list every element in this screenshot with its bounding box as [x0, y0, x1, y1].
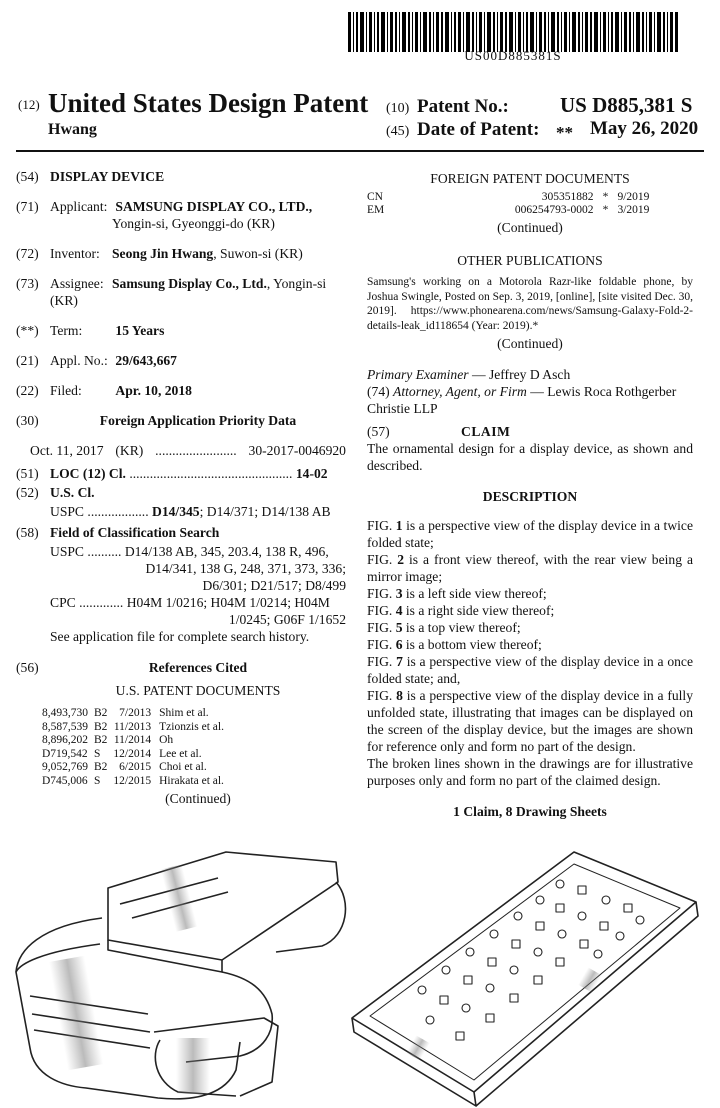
us-doc-date: 12/2015: [113, 774, 152, 787]
refs-code: (56): [16, 660, 39, 675]
field-uspc-dots: ..........: [87, 544, 122, 559]
date-value: May 26, 2020: [590, 118, 699, 139]
unfolded-device-drawing: [352, 852, 698, 1106]
priority-dots: ........................: [155, 443, 237, 458]
right-column: [367, 170, 693, 820]
uscl-rest: ; D14/371; D14/138 AB: [199, 504, 331, 519]
patent-no-value: US D885,381 S: [560, 93, 693, 117]
figure-number: 8: [396, 688, 403, 703]
biblio-column: [16, 168, 346, 819]
other-pub-text: Samsung's working on a Motorola Razr-like foldable phone, by Joshua Swingle, Posted on Sep. 3, 2019, [online], [site visited Dec. 30, 2019]. https://www.phonearena.com/news/Samsung-Galaxy-Fold-2-details-leak_id118654 (Year: 2019).*: [367, 276, 693, 332]
figure-description: [367, 585, 693, 602]
figure-text: is a top view thereof;: [402, 620, 521, 635]
us-doc-row: [42, 761, 230, 775]
figure-text: is a front view thereof, with the rear view being a mirror image;: [367, 552, 693, 584]
us-docs-heading: U.S. PATENT DOCUMENTS: [115, 683, 281, 698]
figure-number: 4: [395, 603, 403, 618]
foreign-doc-star: *: [602, 191, 609, 203]
assignee-code: (73): [16, 276, 39, 291]
inventor-surname: Hwang: [48, 121, 97, 138]
filed-value: Apr. 10, 2018: [115, 383, 192, 398]
filed-label: Filed:: [50, 383, 82, 398]
figure-prefix: FIG.: [367, 552, 398, 567]
other-pub-continued: (Continued): [497, 336, 563, 351]
us-doc-row: [42, 748, 230, 762]
priority-code: (30): [16, 413, 39, 428]
applicant-location: Yongin-si, Gyeonggi-do (KR): [112, 216, 275, 231]
assignee-name: Samsung Display Co., Ltd.: [112, 276, 267, 291]
uscl-field: [16, 484, 346, 501]
examiner-label: Primary Examiner: [367, 367, 469, 382]
foreign-doc-country: CN: [367, 191, 383, 203]
foreign-doc-country: EM: [367, 204, 385, 216]
design-drawings: [0, 800, 720, 1108]
us-doc-kind: S: [94, 774, 101, 787]
field-uspc-prefix: USPC: [50, 544, 85, 559]
header-divider: [16, 150, 704, 152]
us-doc-date: 12/2014: [113, 747, 152, 760]
term-label: Term:: [50, 323, 83, 338]
title-field: [16, 168, 346, 185]
field-cpc-dots: .............: [79, 595, 124, 610]
examiner-line: [367, 366, 693, 383]
assignee-label: Assignee:: [50, 276, 104, 291]
figure-description: [367, 687, 693, 755]
us-doc-row: [42, 707, 230, 721]
design-title: DISPLAY DEVICE: [50, 169, 165, 184]
foreign-doc-date: 9/2019: [617, 191, 650, 203]
figure-text: is a right side view thereof;: [402, 603, 555, 618]
filed-code: (22): [16, 383, 39, 398]
uscl-entry: [16, 503, 346, 520]
attorney-line: [367, 383, 693, 417]
inventor-location: , Suwon-si (KR): [213, 246, 303, 261]
code-10: (10): [386, 101, 410, 116]
inventor-name: Seong Jin Hwang: [112, 246, 214, 261]
loc-field: [16, 465, 346, 482]
code-45: (45): [386, 124, 410, 139]
date-stars: **: [556, 123, 573, 142]
us-doc-row: [42, 721, 230, 735]
foreign-heading: FOREIGN PATENT DOCUMENTS: [430, 171, 630, 186]
doc-type-title: United States Design Patent: [48, 88, 369, 118]
figure-text: is a bottom view thereof;: [402, 637, 542, 652]
term-field: [16, 322, 346, 339]
barcode: [348, 12, 678, 52]
us-doc-number: 8,587,539: [42, 720, 88, 733]
foreign-doc-number: 305351882: [541, 191, 594, 203]
field-cpc: [16, 594, 346, 628]
figure-text: is a perspective view of the display device in a fully unfolded state, illustrating that images can be displayed on the screen of the display device, but the images are shown for reference only and form no part of the design.: [367, 688, 694, 754]
appl-value: 29/643,667: [115, 353, 177, 368]
figure-description: [367, 602, 693, 619]
assignee-field: [16, 275, 346, 309]
attorney-label: Attorney, Agent, or Firm: [393, 384, 527, 399]
figure-prefix: FIG.: [367, 654, 397, 669]
loc-label: LOC (12) Cl.: [50, 466, 126, 481]
term-value: 15 Years: [115, 323, 165, 338]
examiner-name: — Jeffrey D Asch: [468, 367, 571, 382]
figure-number: 3: [395, 586, 403, 601]
date-label: Date of Patent:: [417, 119, 540, 140]
figure-descriptions: [367, 517, 693, 755]
attorney-name: — Lewis Roca Rothgerber Christie LLP: [367, 384, 677, 416]
figure-text: is a perspective view of the display device in a twice folded state;: [367, 518, 693, 550]
figure-description: [367, 636, 693, 653]
figure-description: [367, 653, 693, 687]
figure-description: [367, 551, 693, 585]
field-cpc-prefix: CPC: [50, 595, 76, 610]
inventor-label: Inventor:: [50, 246, 100, 261]
applicant-field: [16, 198, 346, 232]
figure-number: 6: [395, 637, 403, 652]
us-doc-kind: B2: [94, 720, 108, 733]
foreign-docs-table: [367, 191, 693, 217]
uscl-label: U.S. Cl.: [50, 485, 95, 500]
applicant-code: (71): [16, 199, 39, 214]
figure-text: is a perspective view of the display device in a once folded state; and,: [367, 654, 694, 686]
loc-dots: ................................................: [129, 466, 293, 481]
us-docs-table: [42, 707, 230, 788]
loc-value: 14-02: [295, 466, 328, 481]
us-doc-row: [42, 734, 230, 748]
description-heading: DESCRIPTION: [482, 489, 578, 504]
us-doc-name: Shim et al.: [159, 707, 209, 719]
field-label: Field of Classification Search: [50, 525, 220, 540]
foreign-continued: (Continued): [497, 220, 563, 235]
figure-prefix: FIG.: [367, 518, 396, 533]
field-uspc-line-2: D14/341, 138 G, 248, 371, 373, 336;: [145, 561, 346, 576]
us-doc-date: 11/2014: [113, 734, 152, 746]
refs-heading-row: [16, 659, 346, 676]
appl-code: (21): [16, 353, 39, 368]
figure-number: 7: [396, 654, 403, 669]
figure-prefix: FIG.: [367, 586, 396, 601]
priority-number: 30-2017-0046920: [248, 443, 346, 458]
us-doc-row: [42, 775, 230, 789]
foreign-doc-row: [367, 204, 693, 217]
field-uspc-line-1: D14/138 AB, 345, 203.4, 138 R, 496,: [124, 544, 329, 559]
twice-folded-device-drawing: [16, 852, 345, 1099]
assignee-location: , Yongin-si (KR): [50, 276, 327, 308]
field-note: See application file for complete search history.: [50, 629, 310, 644]
us-doc-name: Choi et al.: [159, 761, 207, 773]
us-doc-number: 8,896,202: [42, 734, 88, 746]
broken-lines-note: The broken lines shown in the drawings are for illustrative purposes only and form no part of the claimed design.: [367, 756, 693, 788]
us-doc-kind: B2: [94, 707, 108, 719]
field-uspc-line-3: D6/301; D21/517; D8/499: [202, 578, 346, 593]
us-doc-kind: B2: [94, 734, 108, 746]
applicant-name: SAMSUNG DISPLAY CO., LTD.,: [115, 199, 313, 214]
foreign-doc-date: 3/2019: [617, 204, 650, 216]
code-12: (12): [18, 97, 40, 112]
us-doc-name: Hirakata et al.: [159, 774, 224, 787]
foreign-doc-star: *: [602, 204, 609, 216]
figure-number: 1: [395, 518, 403, 533]
uscl-dots: ..................: [87, 504, 149, 519]
inventor-field: [16, 245, 346, 262]
uscl-prefix: USPC: [50, 504, 85, 519]
appl-field: [16, 352, 346, 369]
appl-label: Appl. No.:: [50, 353, 108, 368]
us-docs-continued: (Continued): [165, 791, 231, 806]
barcode-number: US00D885381S: [464, 48, 562, 63]
field-uspc: [16, 543, 346, 594]
uscl-code: (52): [16, 485, 39, 500]
claim-text: The ornamental design for a display device, as shown and described.: [367, 441, 693, 473]
figure-prefix: FIG.: [367, 620, 396, 635]
claims-count: 1 Claim, 8 Drawing Sheets: [453, 804, 607, 819]
term-code: (**): [16, 323, 39, 338]
figure-description: [367, 517, 693, 551]
field-cpc-line-2: 1/0245; G06F 1/1652: [228, 612, 346, 627]
us-doc-number: 9,052,769: [42, 761, 88, 773]
figure-number: 5: [395, 620, 403, 635]
inventor-code: (72): [16, 246, 39, 261]
figure-number: 2: [397, 552, 405, 567]
priority-heading: Foreign Application Priority Data: [99, 413, 297, 428]
claim-heading: CLAIM: [461, 424, 511, 439]
us-doc-date: 7/2013: [119, 707, 152, 719]
loc-code: (51): [16, 466, 39, 481]
figure-prefix: FIG.: [367, 603, 396, 618]
priority-country: (KR): [115, 443, 144, 458]
filed-field: [16, 382, 346, 399]
claim-heading-row: [367, 423, 693, 440]
other-pub-heading: OTHER PUBLICATIONS: [457, 253, 603, 268]
broken-lines-block: [367, 755, 693, 789]
refs-heading: References Cited: [148, 660, 248, 675]
patent-no-label: Patent No.:: [417, 96, 509, 117]
claim-code: (57): [367, 424, 390, 439]
title-code: (54): [16, 169, 39, 184]
foreign-doc-row: [367, 191, 693, 204]
us-doc-number: 8,493,730: [42, 707, 88, 719]
figure-description: [367, 619, 693, 636]
us-doc-date: 6/2015: [119, 761, 152, 773]
priority-date: Oct. 11, 2017: [30, 443, 104, 458]
applicant-label: Applicant:: [50, 199, 108, 214]
us-doc-name: Oh: [159, 734, 174, 746]
figure-text: is a left side view thereof;: [402, 586, 547, 601]
us-doc-name: Lee et al.: [159, 747, 202, 760]
us-doc-date: 11/2013: [113, 720, 152, 733]
figure-prefix: FIG.: [367, 637, 396, 652]
us-doc-kind: B2: [94, 761, 108, 773]
us-doc-kind: S: [94, 747, 101, 760]
foreign-doc-number: 006254793-0002: [514, 204, 594, 216]
priority-entry: [16, 442, 346, 459]
us-doc-number: D719,542: [42, 747, 88, 760]
us-doc-number: D745,006: [42, 774, 88, 787]
us-doc-name: Tzionzis et al.: [159, 720, 224, 733]
attorney-code: (74): [367, 384, 394, 399]
field-cpc-line-1: H04M 1/0216; H04M 1/0214; H04M: [126, 595, 330, 610]
figure-prefix: FIG.: [367, 688, 397, 703]
field-code: (58): [16, 525, 39, 540]
field-search: [16, 524, 346, 541]
priority-heading-row: [16, 412, 346, 429]
uscl-main: D14/345: [152, 504, 200, 519]
